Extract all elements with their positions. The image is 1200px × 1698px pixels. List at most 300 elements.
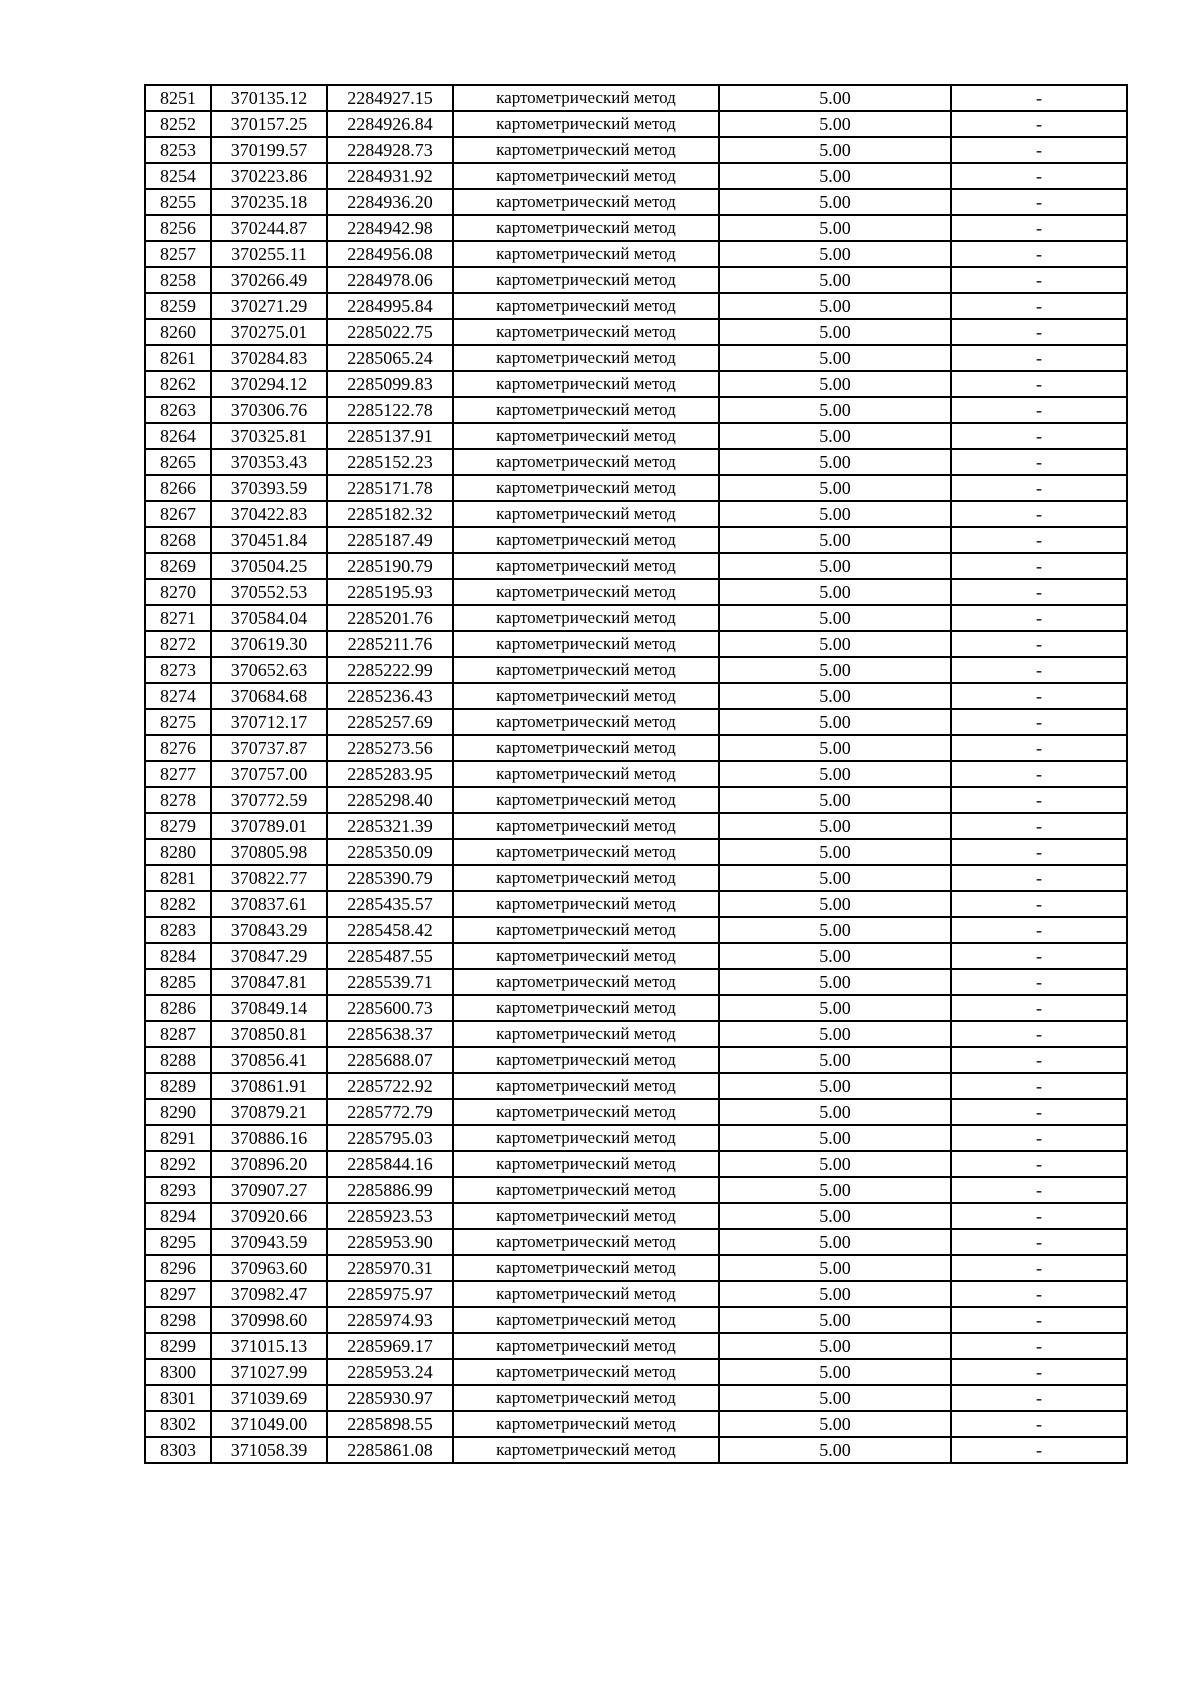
description-cell: - bbox=[951, 1255, 1127, 1281]
description-cell: - bbox=[951, 787, 1127, 813]
y-coordinate-cell: 2284931.92 bbox=[327, 163, 453, 189]
table-row bbox=[145, 1359, 1127, 1385]
point-number-cell: 8268 bbox=[145, 527, 211, 553]
accuracy-cell: 5.00 bbox=[719, 605, 951, 631]
y-coordinate-cell: 2285195.93 bbox=[327, 579, 453, 605]
accuracy-cell: 5.00 bbox=[719, 579, 951, 605]
accuracy-cell: 5.00 bbox=[719, 111, 951, 137]
y-coordinate-cell: 2285974.93 bbox=[327, 1307, 453, 1333]
accuracy-cell: 5.00 bbox=[719, 189, 951, 215]
x-coordinate-cell: 370789.01 bbox=[211, 813, 327, 839]
method-cell: картометрический метод bbox=[453, 943, 719, 969]
table-row bbox=[145, 917, 1127, 943]
x-coordinate-cell: 370255.11 bbox=[211, 241, 327, 267]
point-number-cell: 8289 bbox=[145, 1073, 211, 1099]
accuracy-cell: 5.00 bbox=[719, 1177, 951, 1203]
description-cell: - bbox=[951, 1021, 1127, 1047]
table-row bbox=[145, 891, 1127, 917]
x-coordinate-cell: 370805.98 bbox=[211, 839, 327, 865]
point-number-cell: 8274 bbox=[145, 683, 211, 709]
x-coordinate-cell: 371058.39 bbox=[211, 1437, 327, 1463]
y-coordinate-cell: 2284978.06 bbox=[327, 267, 453, 293]
x-coordinate-cell: 370619.30 bbox=[211, 631, 327, 657]
table-row bbox=[145, 865, 1127, 891]
table-row bbox=[145, 839, 1127, 865]
method-cell: картометрический метод bbox=[453, 891, 719, 917]
accuracy-cell: 5.00 bbox=[719, 917, 951, 943]
y-coordinate-cell: 2285539.71 bbox=[327, 969, 453, 995]
point-number-cell: 8300 bbox=[145, 1359, 211, 1385]
description-cell: - bbox=[951, 865, 1127, 891]
table-row bbox=[145, 527, 1127, 553]
x-coordinate-cell: 370879.21 bbox=[211, 1099, 327, 1125]
point-number-cell: 8296 bbox=[145, 1255, 211, 1281]
method-cell: картометрический метод bbox=[453, 215, 719, 241]
point-number-cell: 8254 bbox=[145, 163, 211, 189]
x-coordinate-cell: 370847.29 bbox=[211, 943, 327, 969]
point-number-cell: 8281 bbox=[145, 865, 211, 891]
method-cell: картометрический метод bbox=[453, 865, 719, 891]
table-row bbox=[145, 215, 1127, 241]
x-coordinate-cell: 371039.69 bbox=[211, 1385, 327, 1411]
description-cell: - bbox=[951, 241, 1127, 267]
table-row bbox=[145, 631, 1127, 657]
point-number-cell: 8297 bbox=[145, 1281, 211, 1307]
description-cell: - bbox=[951, 1151, 1127, 1177]
description-cell: - bbox=[951, 1333, 1127, 1359]
accuracy-cell: 5.00 bbox=[719, 1255, 951, 1281]
point-number-cell: 8291 bbox=[145, 1125, 211, 1151]
table-row bbox=[145, 1047, 1127, 1073]
table-row bbox=[145, 709, 1127, 735]
accuracy-cell: 5.00 bbox=[719, 813, 951, 839]
table-row bbox=[145, 163, 1127, 189]
point-number-cell: 8279 bbox=[145, 813, 211, 839]
accuracy-cell: 5.00 bbox=[719, 85, 951, 111]
point-number-cell: 8266 bbox=[145, 475, 211, 501]
x-coordinate-cell: 370847.81 bbox=[211, 969, 327, 995]
description-cell: - bbox=[951, 1359, 1127, 1385]
y-coordinate-cell: 2284995.84 bbox=[327, 293, 453, 319]
y-coordinate-cell: 2285861.08 bbox=[327, 1437, 453, 1463]
accuracy-cell: 5.00 bbox=[719, 319, 951, 345]
y-coordinate-cell: 2284926.84 bbox=[327, 111, 453, 137]
y-coordinate-cell: 2285190.79 bbox=[327, 553, 453, 579]
table-row bbox=[145, 293, 1127, 319]
point-number-cell: 8284 bbox=[145, 943, 211, 969]
accuracy-cell: 5.00 bbox=[719, 865, 951, 891]
accuracy-cell: 5.00 bbox=[719, 345, 951, 371]
y-coordinate-cell: 2285638.37 bbox=[327, 1021, 453, 1047]
table-row bbox=[145, 813, 1127, 839]
x-coordinate-cell: 370837.61 bbox=[211, 891, 327, 917]
accuracy-cell: 5.00 bbox=[719, 397, 951, 423]
description-cell: - bbox=[951, 501, 1127, 527]
description-cell: - bbox=[951, 111, 1127, 137]
method-cell: картометрический метод bbox=[453, 657, 719, 683]
y-coordinate-cell: 2285298.40 bbox=[327, 787, 453, 813]
x-coordinate-cell: 370223.86 bbox=[211, 163, 327, 189]
accuracy-cell: 5.00 bbox=[719, 1073, 951, 1099]
table-row bbox=[145, 475, 1127, 501]
x-coordinate-cell: 370271.29 bbox=[211, 293, 327, 319]
description-cell: - bbox=[951, 1281, 1127, 1307]
accuracy-cell: 5.00 bbox=[719, 995, 951, 1021]
accuracy-cell: 5.00 bbox=[719, 761, 951, 787]
method-cell: картометрический метод bbox=[453, 1437, 719, 1463]
accuracy-cell: 5.00 bbox=[719, 137, 951, 163]
y-coordinate-cell: 2285923.53 bbox=[327, 1203, 453, 1229]
accuracy-cell: 5.00 bbox=[719, 1437, 951, 1463]
point-number-cell: 8278 bbox=[145, 787, 211, 813]
method-cell: картометрический метод bbox=[453, 293, 719, 319]
method-cell: картометрический метод bbox=[453, 163, 719, 189]
point-number-cell: 8286 bbox=[145, 995, 211, 1021]
description-cell: - bbox=[951, 137, 1127, 163]
accuracy-cell: 5.00 bbox=[719, 657, 951, 683]
point-number-cell: 8270 bbox=[145, 579, 211, 605]
y-coordinate-cell: 2285969.17 bbox=[327, 1333, 453, 1359]
point-number-cell: 8259 bbox=[145, 293, 211, 319]
method-cell: картометрический метод bbox=[453, 787, 719, 813]
y-coordinate-cell: 2285122.78 bbox=[327, 397, 453, 423]
table-row bbox=[145, 605, 1127, 631]
description-cell: - bbox=[951, 293, 1127, 319]
method-cell: картометрический метод bbox=[453, 553, 719, 579]
x-coordinate-cell: 371027.99 bbox=[211, 1359, 327, 1385]
description-cell: - bbox=[951, 449, 1127, 475]
x-coordinate-cell: 370843.29 bbox=[211, 917, 327, 943]
method-cell: картометрический метод bbox=[453, 1255, 719, 1281]
table-row bbox=[145, 1229, 1127, 1255]
method-cell: картометрический метод bbox=[453, 735, 719, 761]
point-number-cell: 8282 bbox=[145, 891, 211, 917]
accuracy-cell: 5.00 bbox=[719, 683, 951, 709]
accuracy-cell: 5.00 bbox=[719, 891, 951, 917]
x-coordinate-cell: 370353.43 bbox=[211, 449, 327, 475]
method-cell: картометрический метод bbox=[453, 111, 719, 137]
x-coordinate-cell: 370235.18 bbox=[211, 189, 327, 215]
x-coordinate-cell: 370294.12 bbox=[211, 371, 327, 397]
coordinates-table bbox=[144, 84, 1128, 1464]
table-row bbox=[145, 1151, 1127, 1177]
point-number-cell: 8283 bbox=[145, 917, 211, 943]
x-coordinate-cell: 370504.25 bbox=[211, 553, 327, 579]
x-coordinate-cell: 370684.68 bbox=[211, 683, 327, 709]
description-cell: - bbox=[951, 345, 1127, 371]
point-number-cell: 8298 bbox=[145, 1307, 211, 1333]
y-coordinate-cell: 2284928.73 bbox=[327, 137, 453, 163]
description-cell: - bbox=[951, 527, 1127, 553]
y-coordinate-cell: 2284936.20 bbox=[327, 189, 453, 215]
method-cell: картометрический метод bbox=[453, 1359, 719, 1385]
method-cell: картометрический метод bbox=[453, 1333, 719, 1359]
description-cell: - bbox=[951, 1437, 1127, 1463]
description-cell: - bbox=[951, 579, 1127, 605]
accuracy-cell: 5.00 bbox=[719, 241, 951, 267]
accuracy-cell: 5.00 bbox=[719, 1281, 951, 1307]
method-cell: картометрический метод bbox=[453, 1177, 719, 1203]
description-cell: - bbox=[951, 267, 1127, 293]
y-coordinate-cell: 2285236.43 bbox=[327, 683, 453, 709]
accuracy-cell: 5.00 bbox=[719, 449, 951, 475]
description-cell: - bbox=[951, 761, 1127, 787]
method-cell: картометрический метод bbox=[453, 189, 719, 215]
y-coordinate-cell: 2285065.24 bbox=[327, 345, 453, 371]
method-cell: картометрический метод bbox=[453, 1099, 719, 1125]
description-cell: - bbox=[951, 1073, 1127, 1099]
table-row bbox=[145, 969, 1127, 995]
point-number-cell: 8267 bbox=[145, 501, 211, 527]
table-row bbox=[145, 1385, 1127, 1411]
table-row bbox=[145, 423, 1127, 449]
point-number-cell: 8273 bbox=[145, 657, 211, 683]
accuracy-cell: 5.00 bbox=[719, 163, 951, 189]
point-number-cell: 8301 bbox=[145, 1385, 211, 1411]
method-cell: картометрический метод bbox=[453, 475, 719, 501]
accuracy-cell: 5.00 bbox=[719, 1125, 951, 1151]
y-coordinate-cell: 2285283.95 bbox=[327, 761, 453, 787]
y-coordinate-cell: 2285600.73 bbox=[327, 995, 453, 1021]
table-row bbox=[145, 501, 1127, 527]
y-coordinate-cell: 2285099.83 bbox=[327, 371, 453, 397]
method-cell: картометрический метод bbox=[453, 995, 719, 1021]
accuracy-cell: 5.00 bbox=[719, 735, 951, 761]
x-coordinate-cell: 370963.60 bbox=[211, 1255, 327, 1281]
y-coordinate-cell: 2285953.90 bbox=[327, 1229, 453, 1255]
x-coordinate-cell: 370244.87 bbox=[211, 215, 327, 241]
table-row bbox=[145, 85, 1127, 111]
y-coordinate-cell: 2285201.76 bbox=[327, 605, 453, 631]
accuracy-cell: 5.00 bbox=[719, 631, 951, 657]
x-coordinate-cell: 370849.14 bbox=[211, 995, 327, 1021]
y-coordinate-cell: 2285022.75 bbox=[327, 319, 453, 345]
x-coordinate-cell: 370861.91 bbox=[211, 1073, 327, 1099]
accuracy-cell: 5.00 bbox=[719, 1359, 951, 1385]
x-coordinate-cell: 370757.00 bbox=[211, 761, 327, 787]
x-coordinate-cell: 370896.20 bbox=[211, 1151, 327, 1177]
description-cell: - bbox=[951, 319, 1127, 345]
description-cell: - bbox=[951, 813, 1127, 839]
description-cell: - bbox=[951, 371, 1127, 397]
y-coordinate-cell: 2285321.39 bbox=[327, 813, 453, 839]
method-cell: картометрический метод bbox=[453, 917, 719, 943]
y-coordinate-cell: 2284956.08 bbox=[327, 241, 453, 267]
point-number-cell: 8275 bbox=[145, 709, 211, 735]
x-coordinate-cell: 370393.59 bbox=[211, 475, 327, 501]
description-cell: - bbox=[951, 683, 1127, 709]
table-row bbox=[145, 995, 1127, 1021]
table-row bbox=[145, 371, 1127, 397]
accuracy-cell: 5.00 bbox=[719, 371, 951, 397]
point-number-cell: 8256 bbox=[145, 215, 211, 241]
method-cell: картометрический метод bbox=[453, 1151, 719, 1177]
description-cell: - bbox=[951, 1229, 1127, 1255]
point-number-cell: 8299 bbox=[145, 1333, 211, 1359]
method-cell: картометрический метод bbox=[453, 1307, 719, 1333]
x-coordinate-cell: 370275.01 bbox=[211, 319, 327, 345]
y-coordinate-cell: 2285257.69 bbox=[327, 709, 453, 735]
y-coordinate-cell: 2285975.97 bbox=[327, 1281, 453, 1307]
table-row bbox=[145, 1281, 1127, 1307]
point-number-cell: 8302 bbox=[145, 1411, 211, 1437]
table-row bbox=[145, 553, 1127, 579]
accuracy-cell: 5.00 bbox=[719, 1229, 951, 1255]
table-row bbox=[145, 1333, 1127, 1359]
accuracy-cell: 5.00 bbox=[719, 1047, 951, 1073]
accuracy-cell: 5.00 bbox=[719, 475, 951, 501]
x-coordinate-cell: 370199.57 bbox=[211, 137, 327, 163]
description-cell: - bbox=[951, 397, 1127, 423]
description-cell: - bbox=[951, 553, 1127, 579]
method-cell: картометрический метод bbox=[453, 1229, 719, 1255]
table-row bbox=[145, 449, 1127, 475]
point-number-cell: 8262 bbox=[145, 371, 211, 397]
point-number-cell: 8264 bbox=[145, 423, 211, 449]
x-coordinate-cell: 370552.53 bbox=[211, 579, 327, 605]
table-row bbox=[145, 1255, 1127, 1281]
method-cell: картометрический метод bbox=[453, 709, 719, 735]
x-coordinate-cell: 370584.04 bbox=[211, 605, 327, 631]
y-coordinate-cell: 2285722.92 bbox=[327, 1073, 453, 1099]
accuracy-cell: 5.00 bbox=[719, 839, 951, 865]
method-cell: картометрический метод bbox=[453, 813, 719, 839]
table-row bbox=[145, 1125, 1127, 1151]
point-number-cell: 8288 bbox=[145, 1047, 211, 1073]
point-number-cell: 8260 bbox=[145, 319, 211, 345]
description-cell: - bbox=[951, 1307, 1127, 1333]
x-coordinate-cell: 370284.83 bbox=[211, 345, 327, 371]
table-row bbox=[145, 1177, 1127, 1203]
table-row bbox=[145, 761, 1127, 787]
x-coordinate-cell: 370982.47 bbox=[211, 1281, 327, 1307]
accuracy-cell: 5.00 bbox=[719, 501, 951, 527]
description-cell: - bbox=[951, 163, 1127, 189]
method-cell: картометрический метод bbox=[453, 969, 719, 995]
method-cell: картометрический метод bbox=[453, 761, 719, 787]
x-coordinate-cell: 370822.77 bbox=[211, 865, 327, 891]
x-coordinate-cell: 370652.63 bbox=[211, 657, 327, 683]
description-cell: - bbox=[951, 85, 1127, 111]
point-number-cell: 8285 bbox=[145, 969, 211, 995]
point-number-cell: 8294 bbox=[145, 1203, 211, 1229]
description-cell: - bbox=[951, 475, 1127, 501]
y-coordinate-cell: 2284927.15 bbox=[327, 85, 453, 111]
y-coordinate-cell: 2285795.03 bbox=[327, 1125, 453, 1151]
point-number-cell: 8287 bbox=[145, 1021, 211, 1047]
description-cell: - bbox=[951, 735, 1127, 761]
point-number-cell: 8292 bbox=[145, 1151, 211, 1177]
y-coordinate-cell: 2285844.16 bbox=[327, 1151, 453, 1177]
y-coordinate-cell: 2285273.56 bbox=[327, 735, 453, 761]
y-coordinate-cell: 2285152.23 bbox=[327, 449, 453, 475]
table-row bbox=[145, 189, 1127, 215]
point-number-cell: 8271 bbox=[145, 605, 211, 631]
accuracy-cell: 5.00 bbox=[719, 1385, 951, 1411]
point-number-cell: 8251 bbox=[145, 85, 211, 111]
method-cell: картометрический метод bbox=[453, 605, 719, 631]
table-row bbox=[145, 787, 1127, 813]
accuracy-cell: 5.00 bbox=[719, 293, 951, 319]
method-cell: картометрический метод bbox=[453, 267, 719, 293]
table-row bbox=[145, 579, 1127, 605]
x-coordinate-cell: 370998.60 bbox=[211, 1307, 327, 1333]
accuracy-cell: 5.00 bbox=[719, 1151, 951, 1177]
table-row bbox=[145, 657, 1127, 683]
table-row bbox=[145, 111, 1127, 137]
accuracy-cell: 5.00 bbox=[719, 1021, 951, 1047]
point-number-cell: 8276 bbox=[145, 735, 211, 761]
x-coordinate-cell: 370850.81 bbox=[211, 1021, 327, 1047]
method-cell: картометрический метод bbox=[453, 319, 719, 345]
x-coordinate-cell: 370306.76 bbox=[211, 397, 327, 423]
method-cell: картометрический метод bbox=[453, 527, 719, 553]
description-cell: - bbox=[951, 215, 1127, 241]
accuracy-cell: 5.00 bbox=[719, 1307, 951, 1333]
point-number-cell: 8293 bbox=[145, 1177, 211, 1203]
point-number-cell: 8295 bbox=[145, 1229, 211, 1255]
y-coordinate-cell: 2285886.99 bbox=[327, 1177, 453, 1203]
y-coordinate-cell: 2285182.32 bbox=[327, 501, 453, 527]
method-cell: картометрический метод bbox=[453, 1047, 719, 1073]
method-cell: картометрический метод bbox=[453, 1385, 719, 1411]
method-cell: картометрический метод bbox=[453, 683, 719, 709]
method-cell: картометрический метод bbox=[453, 137, 719, 163]
point-number-cell: 8272 bbox=[145, 631, 211, 657]
point-number-cell: 8290 bbox=[145, 1099, 211, 1125]
x-coordinate-cell: 370920.66 bbox=[211, 1203, 327, 1229]
point-number-cell: 8303 bbox=[145, 1437, 211, 1463]
method-cell: картометрический метод bbox=[453, 631, 719, 657]
x-coordinate-cell: 370266.49 bbox=[211, 267, 327, 293]
table-row bbox=[145, 1411, 1127, 1437]
method-cell: картометрический метод bbox=[453, 839, 719, 865]
y-coordinate-cell: 2285898.55 bbox=[327, 1411, 453, 1437]
description-cell: - bbox=[951, 423, 1127, 449]
accuracy-cell: 5.00 bbox=[719, 709, 951, 735]
method-cell: картометрический метод bbox=[453, 345, 719, 371]
description-cell: - bbox=[951, 839, 1127, 865]
point-number-cell: 8280 bbox=[145, 839, 211, 865]
method-cell: картометрический метод bbox=[453, 449, 719, 475]
method-cell: картометрический метод bbox=[453, 85, 719, 111]
method-cell: картометрический метод bbox=[453, 1411, 719, 1437]
method-cell: картометрический метод bbox=[453, 1281, 719, 1307]
description-cell: - bbox=[951, 1177, 1127, 1203]
table-row bbox=[145, 397, 1127, 423]
accuracy-cell: 5.00 bbox=[719, 1099, 951, 1125]
accuracy-cell: 5.00 bbox=[719, 1411, 951, 1437]
y-coordinate-cell: 2285487.55 bbox=[327, 943, 453, 969]
x-coordinate-cell: 370772.59 bbox=[211, 787, 327, 813]
x-coordinate-cell: 370856.41 bbox=[211, 1047, 327, 1073]
description-cell: - bbox=[951, 605, 1127, 631]
table-row bbox=[145, 1099, 1127, 1125]
method-cell: картометрический метод bbox=[453, 501, 719, 527]
y-coordinate-cell: 2285688.07 bbox=[327, 1047, 453, 1073]
method-cell: картометрический метод bbox=[453, 241, 719, 267]
point-number-cell: 8257 bbox=[145, 241, 211, 267]
accuracy-cell: 5.00 bbox=[719, 1333, 951, 1359]
x-coordinate-cell: 370157.25 bbox=[211, 111, 327, 137]
method-cell: картометрический метод bbox=[453, 1021, 719, 1047]
description-cell: - bbox=[951, 1099, 1127, 1125]
x-coordinate-cell: 370451.84 bbox=[211, 527, 327, 553]
description-cell: - bbox=[951, 631, 1127, 657]
y-coordinate-cell: 2285435.57 bbox=[327, 891, 453, 917]
description-cell: - bbox=[951, 943, 1127, 969]
table-row bbox=[145, 137, 1127, 163]
